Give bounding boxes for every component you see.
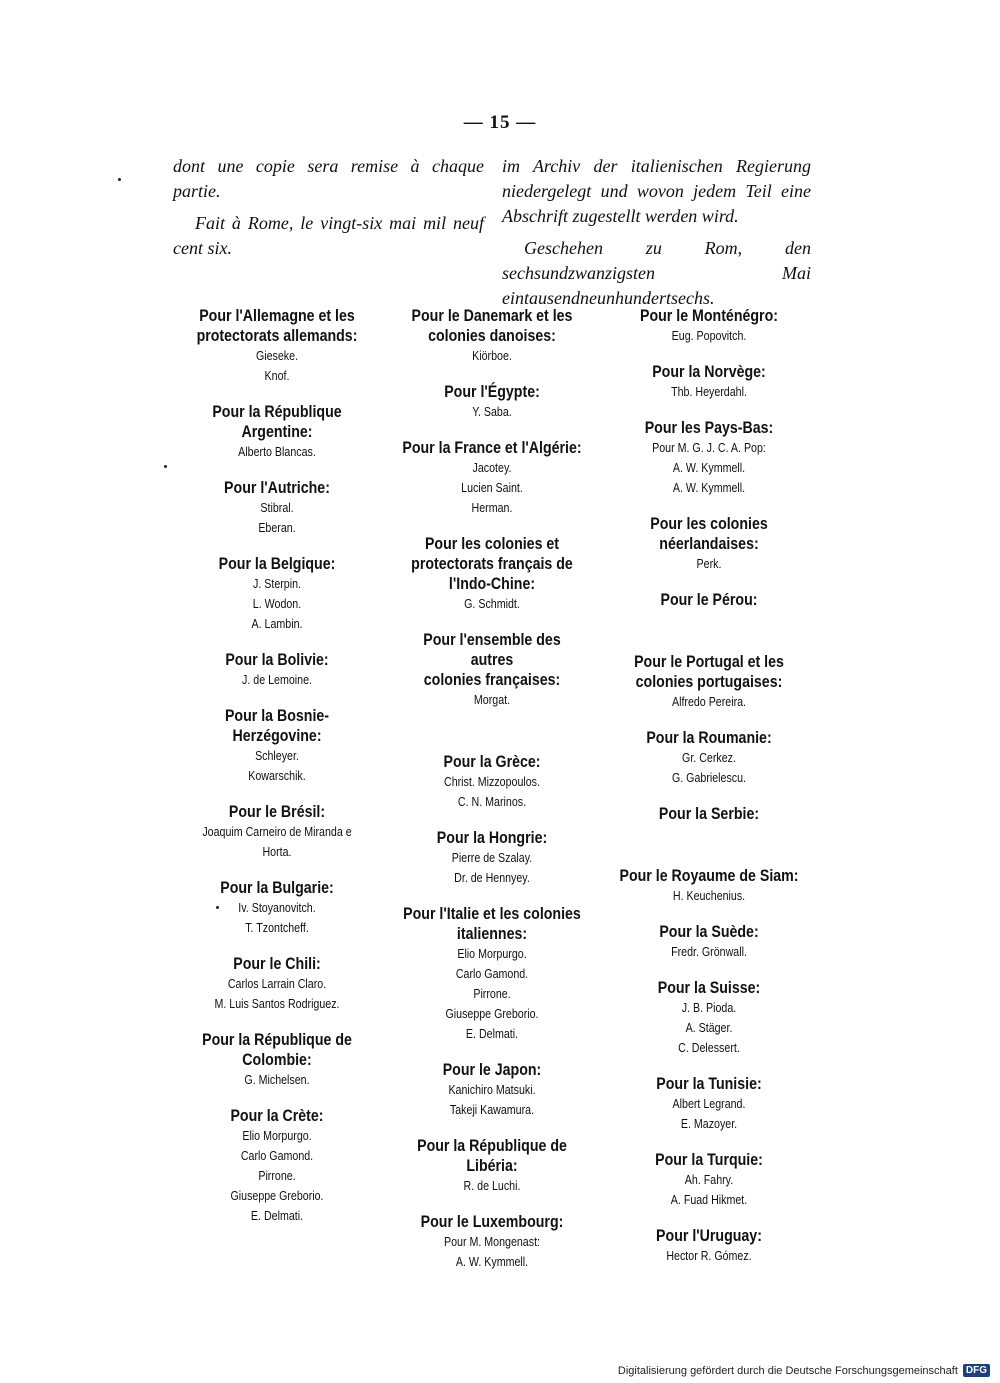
signatory-name: E. Mazoyer.: [680, 1116, 738, 1131]
signatory-name: Pierre de Szalay.: [451, 850, 533, 865]
signatory-name: A. W. Kymmell.: [672, 480, 746, 495]
signatory-name: Jacotey.: [472, 460, 512, 475]
signature-column-1: [170, 306, 384, 1242]
signatory-name: Gieseke.: [255, 348, 299, 363]
signature-block: [170, 1030, 384, 1090]
print-speck: [118, 178, 121, 181]
country-heading: Pour la République de Colombie:: [202, 1031, 352, 1069]
country-heading: Pour le Pérou:: [660, 591, 758, 609]
country-heading: Pour la Turquie:: [655, 1151, 763, 1169]
country-heading: Pour le Chili:: [233, 955, 321, 973]
country-heading: Pour la France et l'Algérie:: [402, 439, 582, 457]
signatory-name: Thb. Heyerdahl.: [671, 384, 747, 399]
signature-block: [170, 878, 384, 938]
intro-german-paragraph-2: Geschehen zu Rom, den sechsundzwanzigsten Mai eintausendneunhundertsechs.: [502, 238, 811, 308]
signatory-name: Ah. Fahry.: [684, 1172, 734, 1187]
country-heading: Pour la Roumanie:: [646, 729, 772, 747]
signatory-name: Kowarschik.: [248, 768, 306, 783]
country-heading: Pour la République Argentine:: [212, 403, 342, 441]
signature-block: [386, 1060, 598, 1120]
country-heading: Pour l'Uruguay:: [656, 1227, 762, 1245]
signature-block: [602, 652, 816, 712]
signature-block: [386, 904, 598, 1044]
signatory-name: Elio Morpurgo.: [242, 1128, 312, 1143]
signatory-name: Eberan.: [258, 520, 296, 535]
print-speck: [216, 906, 219, 909]
signatory-name: E. Delmati.: [465, 1026, 519, 1041]
signature-block: [602, 866, 816, 906]
signatory-name: H. Keuchenius.: [672, 888, 746, 903]
signatory-name: A. Stäger.: [685, 1020, 733, 1035]
signatory-name: R. de Luchi.: [463, 1178, 521, 1193]
signatory-name: Carlos Larrain Claro.: [227, 976, 327, 991]
signatory-name: Knof.: [264, 368, 290, 383]
signature-block: [602, 922, 816, 962]
country-heading: Pour le Japon:: [442, 1061, 542, 1079]
signature-block: [386, 1212, 598, 1272]
signature-block: [602, 418, 816, 498]
footer-text: Digitalisierung gefördert durch die Deutsche Forschungsgemeinschaft: [617, 1364, 958, 1377]
country-heading: Pour la Bosnie-Herzégovine:: [224, 707, 330, 745]
country-heading: Pour les colonies néerlandaises:: [650, 515, 768, 553]
signature-block: [602, 362, 816, 402]
signatory-name: J. de Lemoine.: [242, 672, 312, 687]
signature-block: [386, 630, 598, 710]
signatory-name: Joaquim Carneiro de Miranda e Horta.: [202, 824, 352, 859]
signatory-name: Christ. Mizzopoulos.: [444, 774, 540, 789]
signature-block: [386, 438, 598, 518]
signature-block: [170, 802, 384, 862]
signatory-name: Perk.: [696, 556, 722, 571]
signatory-name: Takeji Kawamura.: [449, 1102, 535, 1117]
signatory-name: Hector R. Gómez.: [666, 1248, 752, 1263]
country-heading: Pour la Tunisie:: [656, 1075, 762, 1093]
country-heading: Pour l'Allemagne et les protectorats allemands:: [196, 307, 358, 345]
signature-block: [170, 402, 384, 462]
signatory-name: J. Sterpin.: [253, 576, 301, 591]
signature-block: [602, 978, 816, 1058]
signatory-name: Alberto Blancas.: [238, 444, 316, 459]
signatory-name: Gr. Cerkez.: [682, 750, 736, 765]
country-heading: Pour le Royaume de Siam:: [619, 867, 799, 885]
intro-german-paragraph-1: im Archiv der italienischen Regierung niedergelegt und wovon jedem Teil eine Abschrift zugestellt werden wird.: [502, 156, 811, 226]
intro-french-column: [173, 154, 484, 268]
signature-block: [602, 1150, 816, 1210]
country-heading: Pour le Portugal et les colonies portugaises:: [634, 653, 784, 691]
intro-french-paragraph-1: dont une copie sera remise à chaque partie.: [173, 156, 484, 201]
country-heading: Pour la Bulgarie:: [220, 879, 334, 897]
signatory-name: Morgat.: [473, 692, 511, 707]
country-heading: Pour l'Autriche:: [224, 479, 330, 497]
signatory-name: M. Luis Santos Rodriguez.: [214, 996, 340, 1011]
signature-block: [170, 650, 384, 690]
signatory-name: Pour M. G. J. C. A. Pop:: [652, 440, 766, 455]
signatory-name: T. Tzontcheff.: [245, 920, 309, 935]
signature-block: [170, 706, 384, 786]
signatory-name: Giuseppe Greborio.: [230, 1188, 324, 1203]
country-heading: Pour la Bolivie:: [225, 651, 329, 669]
signatory-name: A. Lambin.: [251, 616, 303, 631]
country-heading: Pour la Suède:: [659, 923, 759, 941]
print-speck: [164, 465, 167, 468]
signatory-name: Dr. de Hennyey.: [454, 870, 530, 885]
country-heading: Pour les colonies et protectorats français de l'Indo-Chine:: [411, 535, 573, 593]
signature-block: [602, 804, 816, 824]
signatory-name: Elio Morpurgo.: [457, 946, 527, 961]
country-heading: Pour la Norvège:: [652, 363, 766, 381]
signatory-name: E. Delmati.: [250, 1208, 304, 1223]
digitization-footer: [600, 1364, 990, 1377]
country-heading: Pour la Belgique:: [218, 555, 336, 573]
signatory-name: G. Michelsen.: [244, 1072, 310, 1087]
signature-block: [602, 1074, 816, 1134]
country-heading: Pour la Crète:: [230, 1107, 324, 1125]
country-heading: Pour l'Italie et les colonies italiennes:: [403, 905, 581, 943]
country-heading: Pour la Suisse:: [657, 979, 761, 997]
signature-column-2: [386, 306, 598, 1288]
signature-block: [602, 514, 816, 574]
intro-german-column: [502, 154, 811, 318]
country-heading: Pour le Danemark et les colonies danoises:: [411, 307, 573, 345]
signatory-name: Pirrone.: [473, 986, 511, 1001]
signatory-name: A. W. Kymmell.: [672, 460, 746, 475]
country-heading: Pour la Serbie:: [658, 805, 760, 823]
signature-block: [602, 590, 816, 610]
country-heading: Pour les Pays-Bas:: [644, 419, 774, 437]
signatory-name: G. Gabrielescu.: [671, 770, 747, 785]
country-heading: Pour l'Égypte:: [444, 383, 540, 401]
signature-block: [386, 1136, 598, 1196]
signatory-name: Eug. Popovitch.: [671, 328, 747, 343]
signatory-name: Pirrone.: [258, 1168, 296, 1183]
country-heading: Pour la République de Libéria:: [417, 1137, 567, 1175]
intro-french-paragraph-2: Fait à Rome, le vingt-six mai mil neuf cent six.: [173, 213, 484, 258]
signatory-name: Fredr. Grönwall.: [671, 944, 747, 959]
signature-block: [170, 954, 384, 1014]
signatory-name: Carlo Gamond.: [455, 966, 529, 981]
signature-block: [170, 1106, 384, 1226]
country-heading: Pour le Monténégro:: [640, 307, 778, 325]
signatory-name: Herman.: [471, 500, 513, 515]
signature-block: [386, 306, 598, 366]
signatory-name: A. W. Kymmell.: [455, 1254, 529, 1269]
signatory-name: Kiörboe.: [472, 348, 512, 363]
signatory-name: C. N. Marinos.: [457, 794, 527, 809]
signatory-name: Lucien Saint.: [461, 480, 523, 495]
signature-column-3: [602, 306, 816, 1282]
page-number: — 15 —: [463, 112, 537, 133]
country-heading: Pour le Brésil:: [228, 803, 326, 821]
signature-block: [602, 1226, 816, 1266]
signature-block: [386, 534, 598, 614]
signatory-name: Alfredo Pereira.: [671, 694, 747, 709]
signatory-name: Carlo Gamond.: [240, 1148, 314, 1163]
signatory-name: L. Wodon.: [252, 596, 302, 611]
signature-block: [602, 306, 816, 346]
signatory-name: Pour M. Mongenast:: [444, 1234, 540, 1249]
signatory-name: Iv. Stoyanovitch.: [238, 900, 316, 915]
signatory-name: G. Schmidt.: [464, 596, 520, 611]
signatory-name: J. B. Pioda.: [681, 1000, 737, 1015]
country-heading: Pour la Grèce:: [443, 753, 541, 771]
country-heading: Pour la Hongrie:: [436, 829, 548, 847]
signature-block: [386, 828, 598, 888]
signature-block: [170, 478, 384, 538]
country-heading: Pour le Luxembourg:: [420, 1213, 564, 1231]
signature-block: [386, 752, 598, 812]
country-heading: Pour l'ensemble des autres colonies françaises:: [423, 631, 561, 689]
signatory-name: Albert Legrand.: [672, 1096, 746, 1111]
signatory-name: Y. Saba.: [472, 404, 512, 419]
signature-block: [602, 728, 816, 788]
signatory-name: Schleyer.: [255, 748, 299, 763]
signature-block: [170, 306, 384, 386]
signature-block: [170, 554, 384, 634]
dfg-logo: DFG: [963, 1364, 990, 1377]
signatory-name: A. Fuad Hikmet.: [670, 1192, 748, 1207]
signatory-name: Stibral.: [260, 500, 294, 515]
signature-block: [386, 382, 598, 422]
signatory-name: C. Delessert.: [678, 1040, 740, 1055]
signatory-name: Kanichiro Matsuki.: [448, 1082, 536, 1097]
signatory-name: Giuseppe Greborio.: [445, 1006, 539, 1021]
